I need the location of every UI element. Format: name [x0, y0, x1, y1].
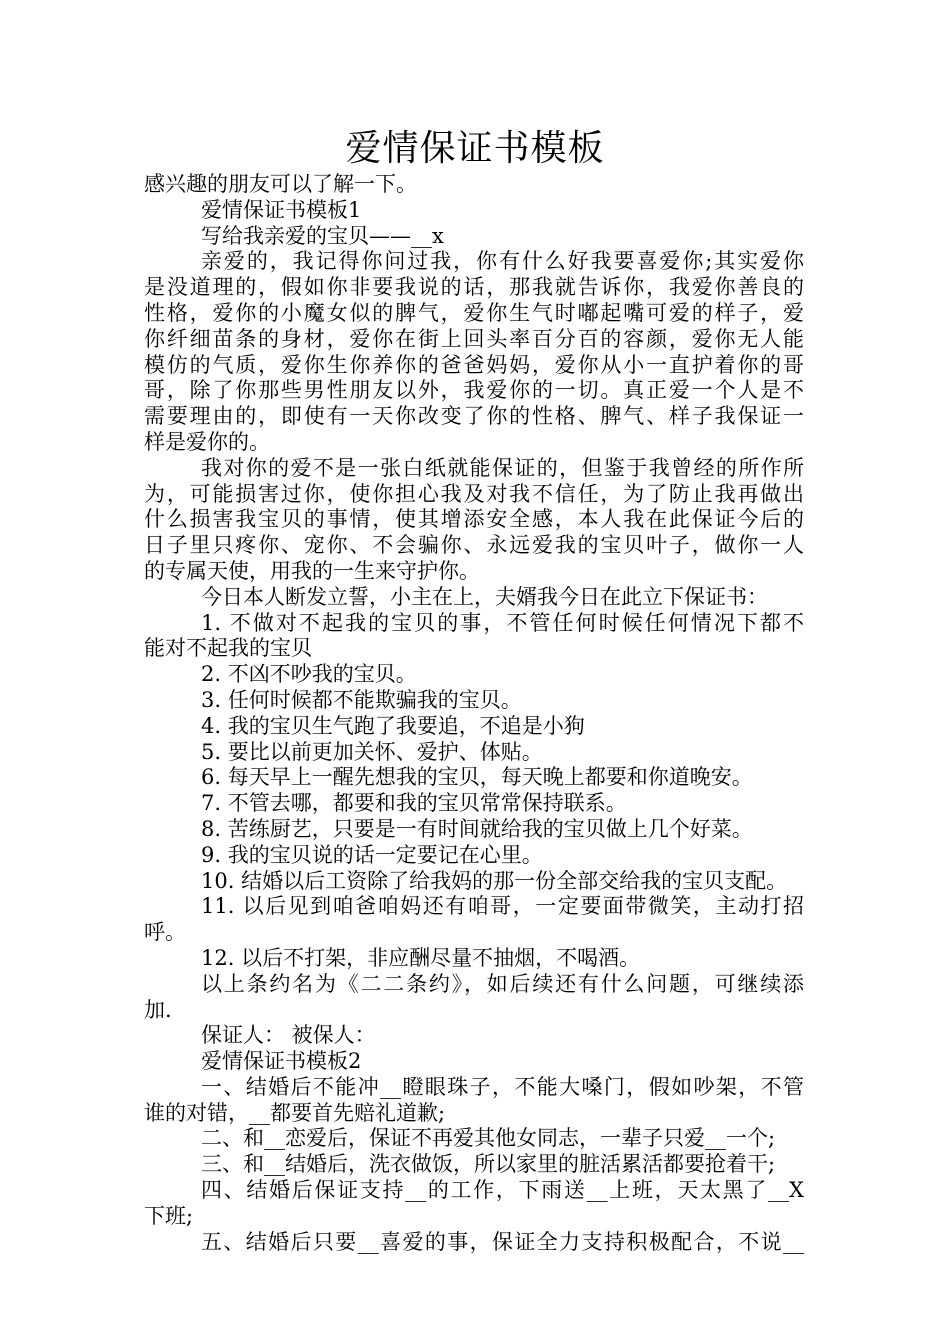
body-line: 性格，爱你的小魔女似的脾气，爱你生气时嘟起嘴可爱的样子，爱 — [144, 300, 804, 325]
body-line: 5. 要比以前更加关怀、爱护、体贴。 — [201, 739, 543, 764]
body-line: 以上条约名为《二二条约》，如后续还有什么问题，可继续添 — [201, 971, 804, 996]
body-line: 9. 我的宝贝说的话一定要记在心里。 — [201, 842, 543, 867]
body-line: 能对不起我的宝贝 — [144, 636, 312, 661]
document-title: 爱情保证书模板 — [345, 128, 605, 169]
body-line: 10. 结婚以后工资除了给我妈的那一份全部交给我的宝贝支配。 — [201, 868, 788, 893]
body-line: 感兴趣的朋友可以了解一下。 — [144, 172, 417, 196]
body-line: 保证人： 被保人： — [201, 1023, 376, 1048]
body-line: 样是爱你的。 — [144, 429, 270, 454]
body-line: 的专属天使，用我的一生来守护你。 — [144, 558, 480, 583]
body-line: 6. 每天早上一醒先想我的宝贝，每天晚上都要和你道晚安。 — [201, 765, 753, 790]
body-line: 三、和__结婚后，洗衣做饭，所以家里的脏活累活都要抢着干; — [201, 1152, 776, 1177]
body-line: 什么损害我宝贝的事情，使其增添安全感，本人我在此保证今后的 — [144, 507, 804, 532]
body-line: 爱情保证书模板2 — [201, 1049, 362, 1074]
body-line: 日子里只疼你、宠你、不会骗你、永远爱我的宝贝叶子，做你一人 — [144, 533, 804, 558]
body-line: 12. 以后不打架，非应酬尽量不抽烟，不喝酒。 — [201, 945, 641, 970]
body-line: 写给我亲爱的宝贝——__x — [201, 223, 444, 248]
body-line: 亲爱的，我记得你问过我，你有什么好我要喜爱你;其实爱你 — [201, 249, 804, 274]
body-line: 哥，除了你那些男性朋友以外，我爱你的一切。真正爱一个人是不 — [144, 378, 804, 403]
body-line: 爱情保证书模板1 — [201, 197, 362, 222]
document-body — [144, 172, 804, 1255]
body-line: 2. 不凶不吵我的宝贝。 — [201, 662, 417, 687]
body-line: 为，可能损害过你，使你担心我及对我不信任，为了防止我再做出 — [144, 481, 804, 506]
body-line: 一、结婚后不能冲__瞪眼珠子，不能大嗓门，假如吵架，不管 — [201, 1074, 804, 1099]
body-line: 呼。 — [144, 920, 186, 945]
body-line: 我对你的爱不是一张白纸就能保证的，但鉴于我曾经的所作所 — [201, 455, 804, 480]
body-line: 11. 以后见到咱爸咱妈还有咱哥，一定要面带微笑，主动打招 — [201, 894, 804, 919]
body-line: 7. 不管去哪，都要和我的宝贝常常保持联系。 — [201, 791, 627, 816]
body-line: 四、结婚后保证支持__的工作，下雨送__上班，天太黑了__X — [201, 1178, 804, 1203]
body-line: 8. 苦练厨艺，只要是一有时间就给我的宝贝做上几个好菜。 — [201, 816, 753, 841]
body-line: 1. 不做对不起我的宝贝的事，不管任何时候任何情况下都不 — [201, 610, 804, 635]
body-line: 下班; — [144, 1203, 194, 1228]
body-line: 模仿的气质，爱你生你养你的爸爸妈妈，爱你从小一直护着你的哥 — [144, 352, 804, 377]
body-line: 是没道理的，假如你非要我说的话，那我就告诉你，我爱你善良的 — [144, 275, 804, 300]
body-line: 3. 任何时候都不能欺骗我的宝贝。 — [201, 687, 522, 712]
body-line: 谁的对错，__都要首先赔礼道歉; — [144, 1100, 446, 1125]
body-line: 二、和__恋爱后，保证不再爱其他女同志，一辈子只爱__一个; — [201, 1126, 776, 1151]
body-line: 今日本人断发立誓，小主在上，夫婿我今日在此立下保证书： — [201, 584, 768, 609]
body-line: 你纤细苗条的身材，爱你在街上回头率百分百的容颜，爱你无人能 — [144, 326, 804, 351]
body-line: 需要理由的，即使有一天你改变了你的性格、脾气、样子我保证一 — [144, 404, 804, 429]
body-line: 五、结婚后只要__喜爱的事，保证全力支持积极配合，不说__ — [201, 1229, 804, 1254]
body-line: 加. — [144, 997, 172, 1022]
body-line: 4. 我的宝贝生气跑了我要追，不追是小狗 — [201, 713, 585, 738]
